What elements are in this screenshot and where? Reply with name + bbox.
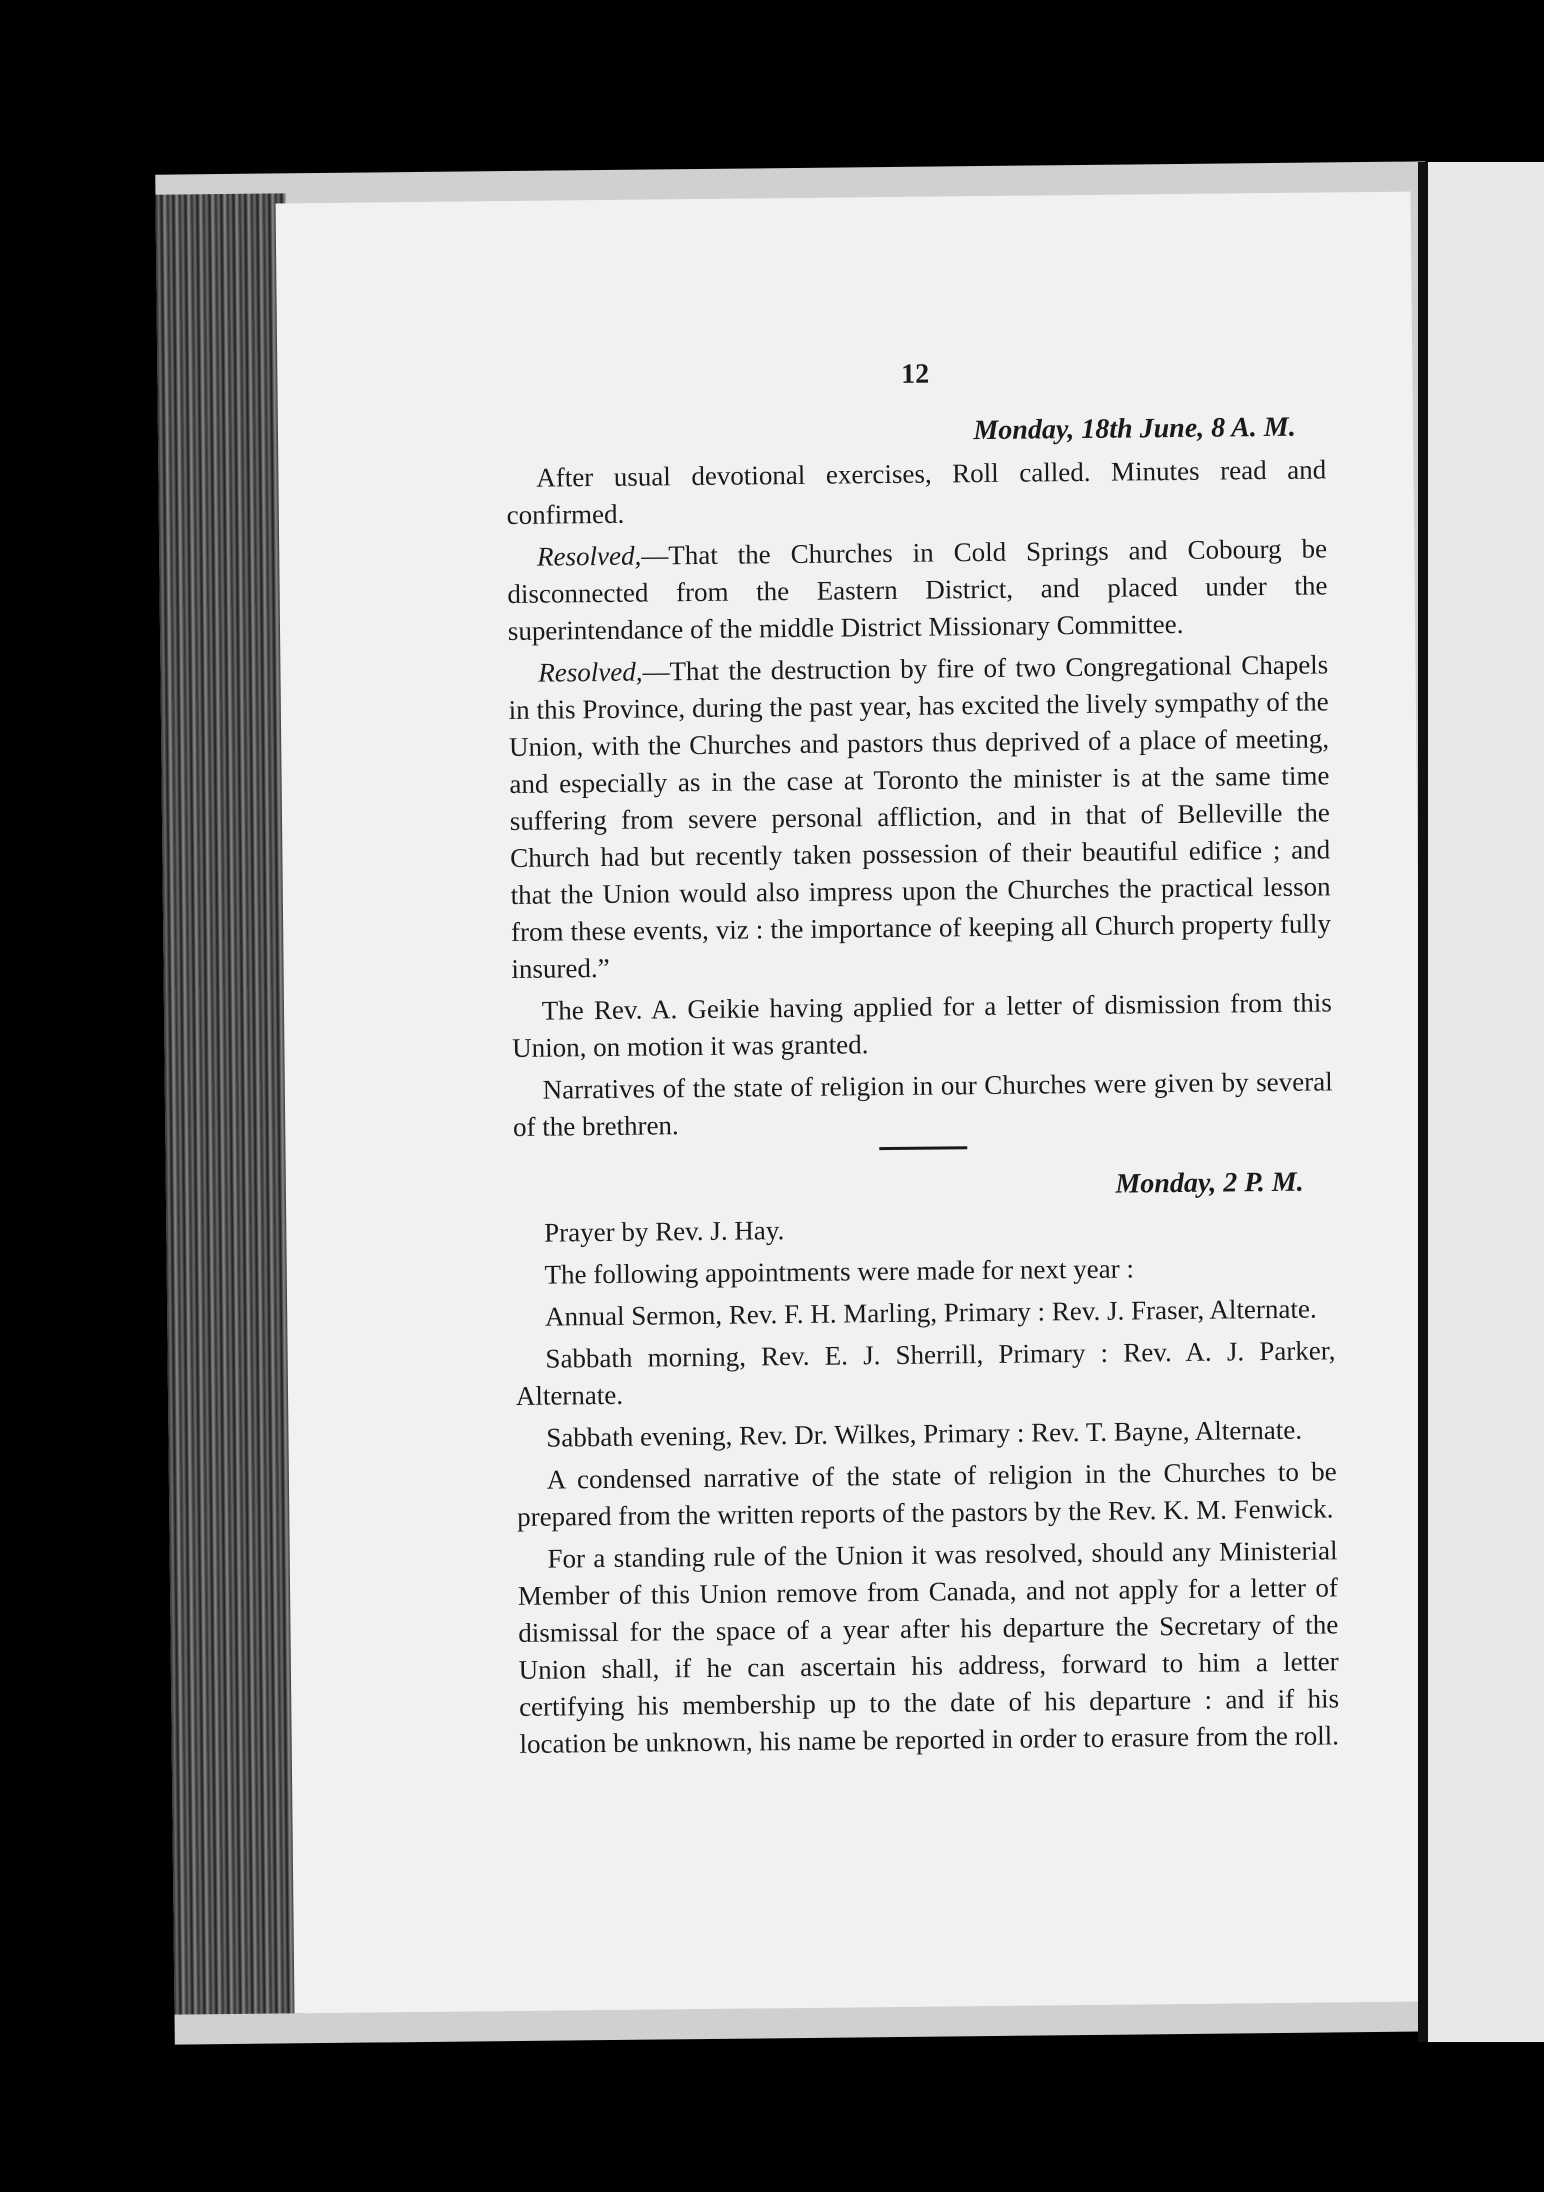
paragraph: A condensed narrative of the state of religion in the Churches to be prepared from the written reports of the pastors by the Rev. K. M. Fenwick. [516, 1456, 1337, 1532]
paragraph: Annual Sermon, Rev. F. H. Marling, Primary : Rev. J. Fraser, Alternate. [544, 1293, 1317, 1332]
resolution-paragraph [508, 646, 1331, 988]
paragraph [512, 1063, 1333, 1146]
facing-page-edge [1418, 162, 1544, 2042]
resolution-label: Resolved, [538, 656, 643, 688]
paragraph [506, 451, 1327, 534]
paragraph: Prayer by Rev. J. Hay. [543, 1215, 785, 1248]
paragraph-text: —That the destruction by fire of two Congregational Chapels in this Province, during the past year, has excited the lively sympathy of the Union, with the Churches and pastors thus deprived of a place of meeting, and especially as in the case at Toronto the minister is at the same time suffering from severe personal affliction, and in that of Belleville the Church had but recently taken possession of their beautiful edifice ; and that the Union would also impress upon the Churches the practical lesson from these events, viz : the importance of keeping all Church property fully insured.” [508, 649, 1332, 984]
page-text [505, 351, 1340, 1768]
page-number: 12 [901, 358, 930, 390]
paragraph-text: After usual devotional exercises, Roll called. Minutes read and confirmed. [506, 454, 1327, 530]
paragraph-text: The Rev. A. Geikie having applied for a letter of dismission from this Union, on motion it was granted. [512, 987, 1332, 1063]
session-heading-afternoon: Monday, 2 P. M. [1115, 1166, 1304, 1200]
paragraph: Sabbath evening, Rev. Dr. Wilkes, Primary : Rev. T. Bayne, Alternate. [546, 1414, 1303, 1453]
paragraph: For a standing rule of the Union it was resolved, should any Ministerial Member of this Union remove from Canada, and not apply for a letter of dismissal for the space of a year after his departure the Secretary of the Union shall, if he can ascertain his address, forward to him a letter certifying his membership up to the date of his departure : and if his location be unknown, his name be reported in order to erasure from the roll. [517, 1535, 1340, 1759]
section-divider [879, 1146, 967, 1150]
paragraph [512, 984, 1333, 1067]
paragraph: The following appointments were made for next year : [544, 1253, 1135, 1290]
paragraph-text: Narratives of the state of religion in our Churches were given by several of the brethren. [512, 1066, 1333, 1142]
session-heading-morning: Monday, 18th June, 8 A. M. [973, 411, 1296, 447]
resolution-paragraph [507, 530, 1328, 650]
resolution-label: Resolved, [536, 540, 642, 572]
paragraph-text: —That the Churches in Cold Springs and Cobourg be disconnected from the Eastern District, and placed under the superintendance of the middle District Missionary Committee. [507, 533, 1328, 646]
paragraph: Sabbath morning, Rev. E. J. Sherrill, Primary : Rev. A. J. Parker, Alternate. [515, 1335, 1336, 1411]
